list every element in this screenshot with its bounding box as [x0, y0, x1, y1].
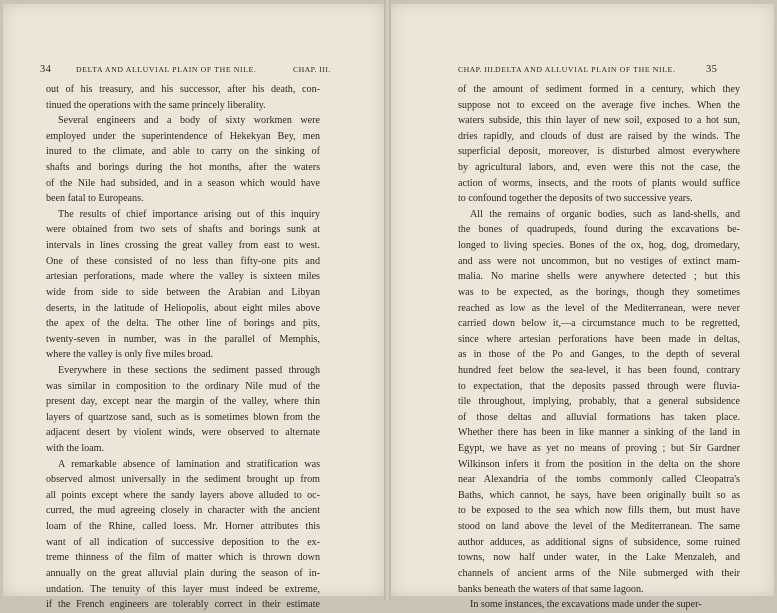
text-line: shafts and borings during the hot months, after the waters	[46, 162, 320, 174]
text-line: tile throughout, implying, probably, that a general subsidence	[458, 396, 740, 408]
text-line: all points except where the sandy layers above alluded to oc-	[46, 489, 320, 501]
text-line: Several engineers and a body of sixty workmen were	[58, 115, 320, 127]
text-line: banks beneath the waters of that same lagoon.	[458, 583, 644, 595]
text-line: to expectation, that the deposits passed through were fluvia-	[458, 380, 740, 392]
text-line: towns, now half under water, in the Lake Menzaleh, and	[458, 552, 740, 564]
right-body-text	[458, 82, 740, 613]
text-line: wide from side to side between the Arabian and Libyan	[46, 286, 320, 298]
text-line: tinued the operations with the same princely liberality.	[46, 99, 266, 111]
text-line: waters subside, this thin layer of new soil, exposed to a hot sun,	[458, 115, 740, 127]
left-running-title: DELTA AND ALLUVIAL PLAIN OF THE NILE.	[76, 65, 257, 74]
text-line: longed to living species. Bones of the ox, hog, dog, dromedary,	[458, 240, 740, 252]
text-line: to be exposed to the sea which now fills them, but must have	[458, 505, 740, 517]
text-line: of those deltas and alluvial formations has taken place.	[458, 411, 740, 423]
text-line: where the valley is only five miles broad.	[46, 349, 214, 361]
right-running-title: DELTA AND ALLUVIAL PLAIN OF THE NILE.	[495, 65, 676, 74]
text-line: All the remains of organic bodies, such as land-shells, and	[470, 208, 740, 220]
left-chapter-label: CHAP. III.	[293, 65, 331, 74]
text-line: as in those of the Po and Ganges, to the depth of several	[458, 349, 740, 361]
text-line: loam of the Rhine, called loess. Mr. Horner attributes this	[46, 521, 320, 533]
text-line: The results of chief importance arising out of this inquiry	[58, 208, 320, 220]
text-line: intervals in lines crossing the great valley from east to west.	[46, 240, 320, 252]
text-line: stood on land above the level of the Mediterranean. The same	[458, 521, 740, 533]
text-line: Egypt, we have as yet no means of proving ; but Sir Gardner	[458, 443, 740, 455]
text-line: hundred feet below the sea-level, it has been found, contrary	[458, 364, 740, 376]
text-line: present day, except near the margin of the valley, where thin	[46, 396, 320, 408]
text-line: Whether there has been in like manner a sinking of the land in	[458, 427, 740, 439]
text-line: of the Nile had subsided, and in a season which would have	[46, 177, 320, 189]
text-line: malia. No marine shells were anywhere detected ; but this	[458, 271, 740, 283]
text-line: Wilkinson infers it from the position in the delta on the shore	[458, 458, 740, 470]
book-gutter	[384, 0, 391, 600]
text-line: been fatal to Europeans.	[46, 193, 144, 205]
text-line: out of his treasury, and his successor, after his death, con-	[46, 84, 320, 95]
text-line: treme thinness of the film of matter which is thrown down	[46, 552, 320, 564]
text-line: inured to the climate, and able to carry on the sinking of	[46, 146, 320, 158]
text-line: carried down below it,—a circumstance much to be regretted,	[458, 318, 740, 330]
text-line: suppose not to exceed on the average five inches. When the	[458, 99, 740, 111]
text-line: to confound together the deposits of two successive years.	[458, 193, 693, 205]
text-line: Baths, which cannot, he says, have been originally built so as	[458, 489, 740, 501]
text-line: and ass were not uncommon, but no vestiges of extinct mam-	[458, 255, 740, 267]
right-page-number: 35	[706, 64, 718, 75]
text-line: was to be expected, as the borings, though they sometimes	[458, 286, 740, 298]
text-line: if the French engineers are tolerably correct in their estimate	[46, 599, 320, 611]
text-line: curred, the mud agreeing closely in character with the ancient	[46, 505, 320, 517]
text-line: with the loam.	[46, 443, 105, 455]
text-line: of the amount of sediment formed in a century, which they	[458, 84, 740, 95]
right-chapter-label: CHAP. III.	[458, 65, 496, 74]
left-body-text	[46, 82, 320, 613]
text-line: twenty-seven in number, was in the parallel of Memphis,	[46, 333, 320, 345]
text-line: undation. The tenuity of this layer must indeed be extreme,	[46, 583, 320, 595]
text-line: annually on the great alluvial plain during the season of in-	[46, 567, 320, 579]
text-line: Everywhere in these sections the sediment passed through	[58, 364, 320, 376]
text-line: deserts, in the latitude of Heliopolis, about eight miles above	[46, 302, 320, 314]
text-line: by agricultural labors, and, even were this not the case, the	[458, 162, 740, 174]
left-page	[3, 4, 384, 611]
text-line: observed almost universally in the sediment brought up from	[46, 474, 320, 486]
text-line: channels of ancient arms of the Nile submerged with their	[458, 567, 740, 579]
text-line: were obtained from two sets of shafts and borings sunk at	[46, 224, 320, 236]
text-line: was similar in composition to the ordinary Nile mud of the	[46, 380, 320, 392]
text-line: layers of quartzose sand, such as is sometimes blown from the	[46, 411, 320, 423]
text-line: author adduces, as additional signs of subsidence, some ruined	[458, 536, 740, 548]
text-line: dries rapidly, and clouds of dust are raised by the winds. The	[458, 130, 740, 142]
text-line: In some instances, the excavations made under the super-	[470, 599, 702, 611]
right-page	[391, 4, 774, 611]
text-line: want of all indication of successive deposition to the ex-	[46, 536, 320, 548]
text-line: adjacent desert by violent winds, were observed to alternate	[46, 427, 320, 439]
left-page-number: 34	[40, 64, 52, 75]
text-line: near Alexandria of the tombs commonly called Cleopatra's	[458, 474, 740, 486]
text-line: employed under the superintendence of Hekekyan Bey, men	[46, 130, 320, 142]
text-line: artesian perforations, made where the valley is sixteen miles	[46, 271, 320, 283]
text-line: reached as low as the level of the Mediterranean, were never	[458, 302, 740, 314]
text-line: superficial deposit, moreover, is disturbed almost everywhere	[458, 146, 740, 158]
text-line: the apex of the delta. The other line of borings and pits,	[46, 318, 320, 330]
text-line: the bones of quadrupeds, found during the excavations be-	[458, 224, 740, 236]
text-line: since where artesian perforations have been made in deltas,	[458, 333, 740, 345]
text-line: action of worms, insects, and the roots of plants would suffice	[458, 177, 740, 189]
text-line: A remarkable absence of lamination and stratification was	[58, 458, 320, 470]
text-line: One of these consisted of no less than fifty-one pits and	[46, 255, 320, 267]
